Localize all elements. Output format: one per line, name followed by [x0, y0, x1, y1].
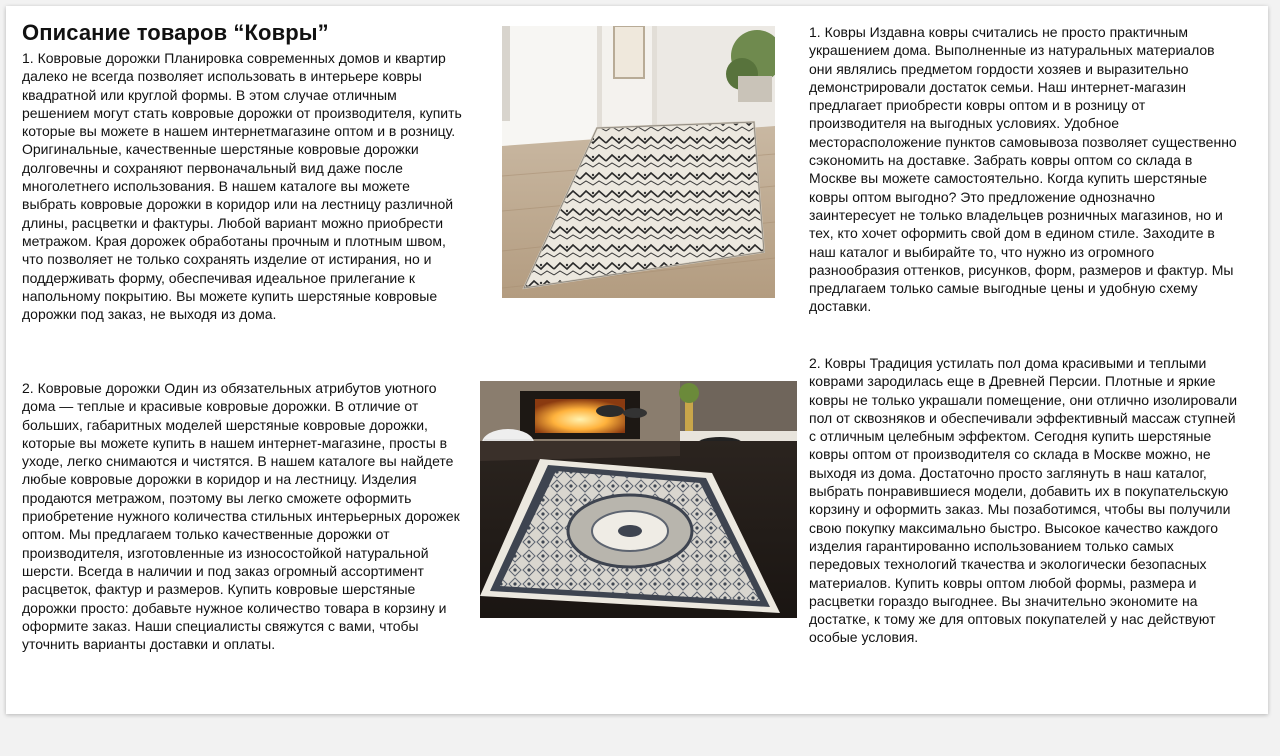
- page-title: Описание товаров “Ковры”: [22, 20, 329, 45]
- runner-rug-photo: [502, 26, 775, 298]
- document-page: [6, 6, 1268, 714]
- living-room-rug-illustration: [480, 381, 797, 618]
- living-room-rug-photo: [480, 381, 797, 618]
- paragraph-runner-rugs-2: 2. Ковровые дорожки Один из обязательных атрибутов уютного дома — теплые и красивые ковровые дорожки. В отличие от больших, габаритных моделей шерстяные ковровые дорожки, которые вы можете купить в нашем интернет-магазине, просты в уходе, легко снимаются и чистятся. В нашем каталоге вы найдете любые ковровые дорожки в коридор и на лестницу. Изделия продаются метражом, поэтому вы легко сможете оформить приобретение нужного количества стильных интерьерных дорожек оптом. Мы предлагаем только качественные дорожки от производителя, изготовленные из износостойкой натуральной шерсти. Всегда в наличии и под заказ огромный ассортимент расцветок, фактур и размеров. Купить ковровые шерстяные дорожки просто: добавьте нужное количество товара в корзину и оформите заказ. Наши специалисты свяжутся с вами, чтобы уточнить варианты доставки и оплаты.: [22, 380, 460, 653]
- paragraph-carpets-2: 2. Ковры Традиция устилать пол дома красивыми и теплыми коврами зародилась еще в Древней Персии. Плотные и яркие ковры не только украшали помещение, они отлично изолировали пол от сквозняков и обеспечивали эффективный массаж ступней с отличным целебным эффектом. Сегодня купить шерстяные ковры оптом от производителя со склада в Москве можно, не выходя из дома. Достаточно просто заглянуть в наш каталог, выбрать понравившиеся модели, добавить их в покупательскую корзину и оформить заказ. Мы позаботимся, чтобы вы получили свою покупку максимально быстро. Высокое качество каждого изделия гарантированно использованием только самых передовых технологий ткачества и экологически безопасных материалов. Купить ковры оптом любой формы, размера и расцветки гораздо выгоднее. Вы значительно экономите на достатке, к тому же для оптовых покупателей у нас действуют особые условия.: [809, 355, 1238, 646]
- paragraph-runner-rugs-1: 1. Ковровые дорожки Планировка современных домов и квартир далеко не всегда позволяет использовать в интерьере ковры квадратной или круглой формы. В этом случае отличным решением могут стать ковровые дорожки от производителя, купить которые вы можете в нашем интернетмагазине оптом и в розницу. Оригинальные, качественные шерстяные ковровые дорожки долговечны и сохраняют первоначальный вид даже после многолетнего использования. В нашем каталоге вы можете выбрать ковровые дорожки в коридор или на лестницу различной длины, расцветки и фактуры. Любой вариант можно приобрести метражом. Края дорожек обработаны прочным и плотным швом, что позволяет не только сохранять изделие от истирания, но и поддерживать форму, обеспечивая идеальное прилегание к напольному покрытию. Вы можете купить шерстяные ковровые дорожки под заказ, не выходя из дома.: [22, 50, 462, 323]
- runner-rug-illustration: [502, 26, 775, 298]
- paragraph-carpets-1: 1. Ковры Издавна ковры считались не просто практичным украшением дома. Выполненные из натуральных материалов они являлись предметом гордости хозяев и выразительно демонстрировали достаток семьи. Наш интернет-магазин предлагает приобрести ковры оптом и в розницу от производителя на выгодных условиях. Удобное месторасположение пунктов самовывоза позволяет существенно сэкономить на доставке. Забрать ковры оптом со склада в Москве вы можете самостоятельно. Когда купить шерстяные ковры оптом выгодно? Это предложение однозначно заинтересует не только владельцев розничных магазинов, но и тех, кто хочет оформить свой дом в едином стиле. Заходите в наш каталог и выбирайте то, что нужно из огромного разнообразия оттенков, рисунков, форм, размеров и фактур. Мы предлагаем только самые выгодные цены и удобную схему доставки.: [809, 24, 1237, 315]
